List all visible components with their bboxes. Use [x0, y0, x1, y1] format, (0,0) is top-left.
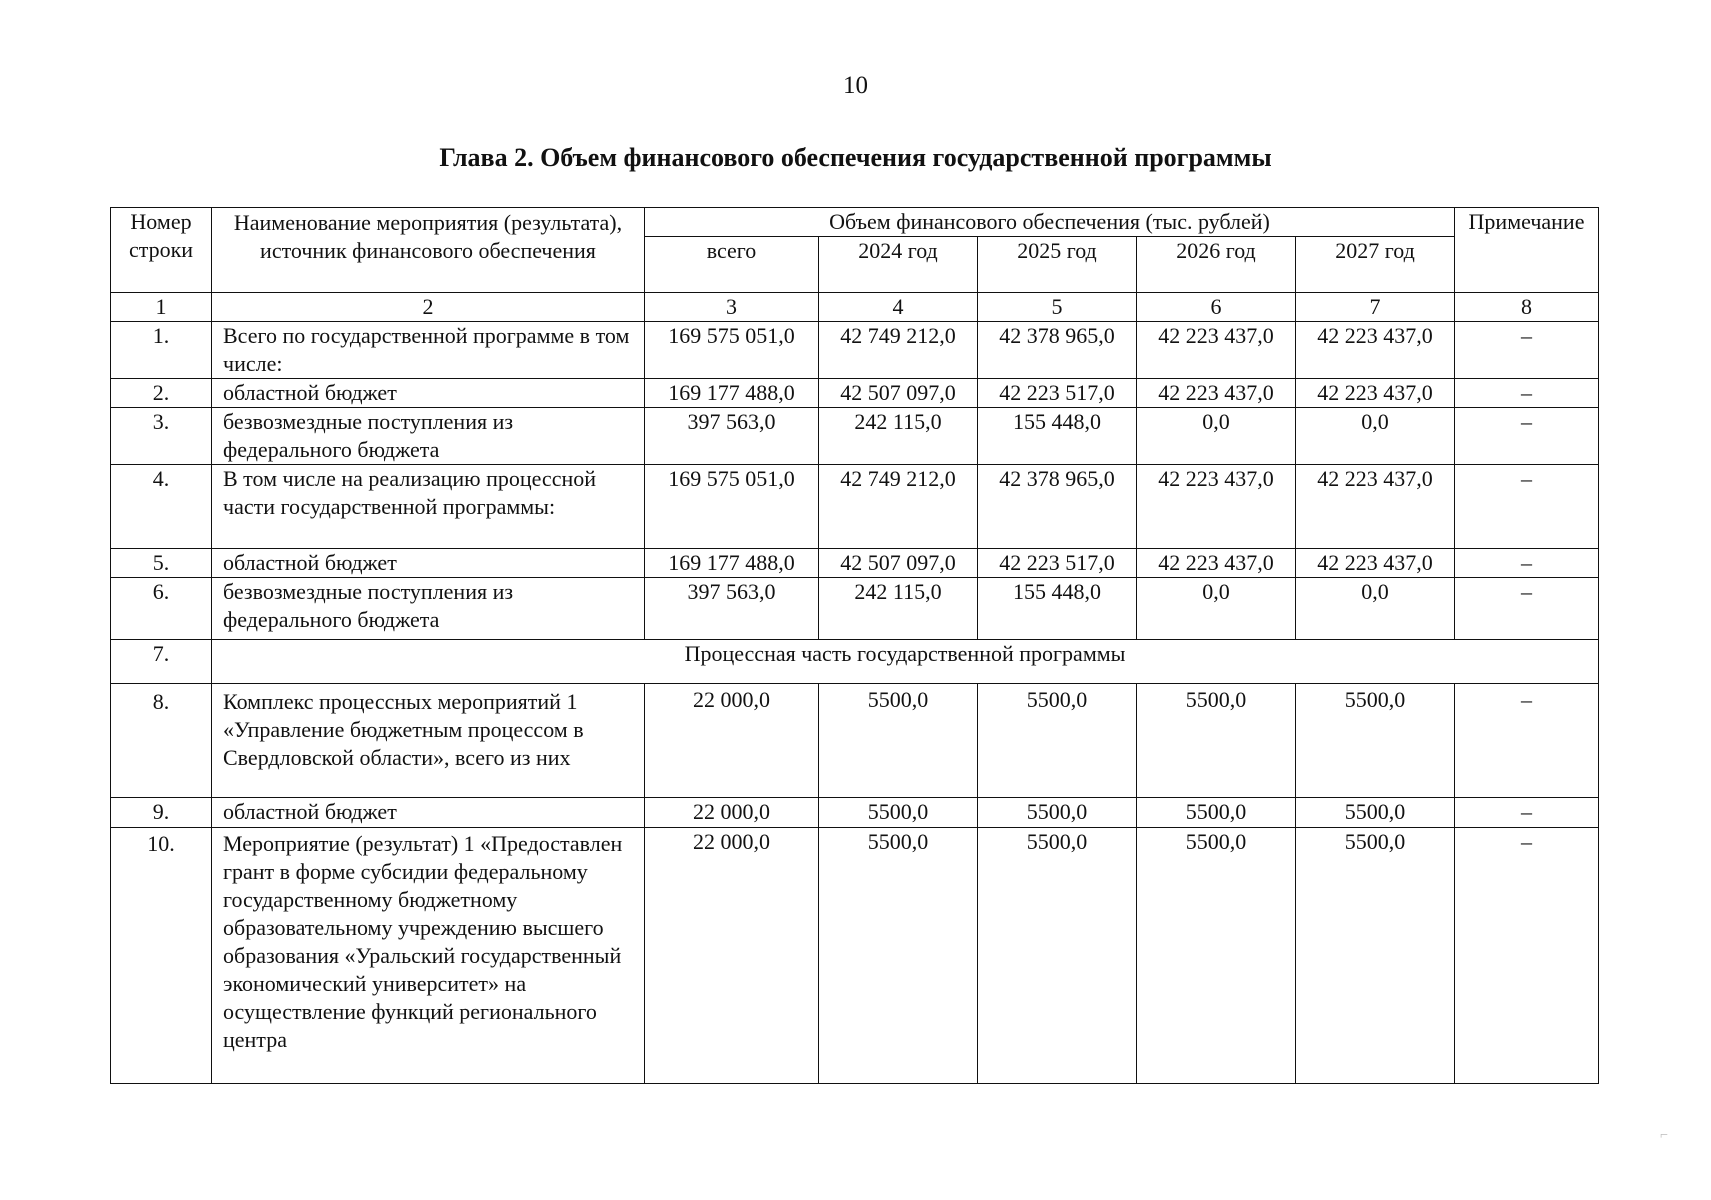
- row-2027: 42 223 437,0: [1296, 549, 1455, 578]
- header-2025: 2025 год: [978, 237, 1137, 293]
- table-row: [111, 828, 1599, 1084]
- row-number: 10.: [111, 828, 212, 1084]
- row-note: –: [1455, 828, 1599, 1084]
- row-2025: 42 223 517,0: [978, 379, 1137, 408]
- header-2027: 2027 год: [1296, 237, 1455, 293]
- row-2026: 5500,0: [1137, 828, 1296, 1084]
- header-row-number: Номер строки: [111, 208, 212, 293]
- table-row: [111, 408, 1599, 465]
- row-2025: 5500,0: [978, 798, 1137, 828]
- row-number: 9.: [111, 798, 212, 828]
- row-2027: 5500,0: [1296, 798, 1455, 828]
- row-note: –: [1455, 684, 1599, 798]
- table-row: [111, 322, 1599, 379]
- row-2026: 5500,0: [1137, 684, 1296, 798]
- row-2026: 5500,0: [1137, 798, 1296, 828]
- table-row: [111, 578, 1599, 640]
- row-2026: 42 223 437,0: [1137, 322, 1296, 379]
- row-total: 169 575 051,0: [645, 465, 819, 549]
- column-index: 8: [1455, 293, 1599, 322]
- row-2027: 0,0: [1296, 408, 1455, 465]
- column-index: 4: [819, 293, 978, 322]
- chapter-title: Глава 2. Объем финансового обеспечения государственной программы: [439, 143, 1272, 172]
- row-total: 22 000,0: [645, 798, 819, 828]
- row-2026: 42 223 437,0: [1137, 549, 1296, 578]
- row-note: –: [1455, 798, 1599, 828]
- row-2025: 42 378 965,0: [978, 322, 1137, 379]
- row-total: 397 563,0: [645, 408, 819, 465]
- row-name: Мероприятие (результат) 1 «Предоставлен грант в форме субсидии федеральному государственному бюджетному образовательному учреждению высшего образования «Уральский государственный экономический университет» на осуществление функций регионального центра: [212, 828, 645, 1084]
- row-2026: 42 223 437,0: [1137, 379, 1296, 408]
- header-2026: 2026 год: [1137, 237, 1296, 293]
- table-row: [111, 684, 1599, 798]
- column-index: 5: [978, 293, 1137, 322]
- column-index: 7: [1296, 293, 1455, 322]
- row-number: 4.: [111, 465, 212, 549]
- row-2026: 0,0: [1137, 578, 1296, 640]
- column-index: 1: [111, 293, 212, 322]
- row-note: –: [1455, 408, 1599, 465]
- row-2024: 5500,0: [819, 684, 978, 798]
- row-name: областной бюджет: [212, 379, 645, 408]
- row-name: Всего по государственной программе в том числе:: [212, 322, 645, 379]
- row-note: –: [1455, 578, 1599, 640]
- row-total: 169 177 488,0: [645, 549, 819, 578]
- row-total: 169 575 051,0: [645, 322, 819, 379]
- column-index: 2: [212, 293, 645, 322]
- row-2027: 5500,0: [1296, 684, 1455, 798]
- row-number: 7.: [111, 640, 212, 684]
- row-note: –: [1455, 549, 1599, 578]
- row-2024: 5500,0: [819, 798, 978, 828]
- row-note: –: [1455, 322, 1599, 379]
- row-2024: 42 749 212,0: [819, 465, 978, 549]
- page-number: 10: [843, 72, 868, 99]
- row-2024: 42 749 212,0: [819, 322, 978, 379]
- financing-table: [110, 207, 1599, 1084]
- row-2024: 5500,0: [819, 828, 978, 1084]
- row-name: безвозмездные поступления из федерального бюджета: [212, 578, 645, 640]
- row-2027: 0,0: [1296, 578, 1455, 640]
- row-number: 5.: [111, 549, 212, 578]
- row-note: –: [1455, 465, 1599, 549]
- table-row: [111, 379, 1599, 408]
- row-2025: 42 378 965,0: [978, 465, 1137, 549]
- row-total: 22 000,0: [645, 828, 819, 1084]
- table-row: [111, 798, 1599, 828]
- row-2026: 42 223 437,0: [1137, 465, 1296, 549]
- header-2024: 2024 год: [819, 237, 978, 293]
- section-row: [111, 640, 1599, 684]
- row-name: В том числе на реализацию процессной части государственной программы:: [212, 465, 645, 549]
- header-note: Примечание: [1455, 208, 1599, 293]
- column-index: 3: [645, 293, 819, 322]
- column-index-row: [111, 293, 1599, 322]
- row-2024: 242 115,0: [819, 578, 978, 640]
- row-name: областной бюджет: [212, 549, 645, 578]
- row-2027: 5500,0: [1296, 828, 1455, 1084]
- header-row-top: [111, 208, 1599, 237]
- scan-corner-mark: ⌐: [1660, 1128, 1668, 1143]
- row-2025: 5500,0: [978, 684, 1137, 798]
- row-2025: 5500,0: [978, 828, 1137, 1084]
- row-2027: 42 223 437,0: [1296, 465, 1455, 549]
- table-row: [111, 549, 1599, 578]
- row-2025: 155 448,0: [978, 578, 1137, 640]
- header-volume-group: Объем финансового обеспечения (тыс. рублей): [645, 208, 1455, 237]
- row-2024: 42 507 097,0: [819, 549, 978, 578]
- row-number: 8.: [111, 684, 212, 798]
- row-2025: 42 223 517,0: [978, 549, 1137, 578]
- section-title: Процессная часть государственной программы: [212, 640, 1599, 684]
- row-number: 3.: [111, 408, 212, 465]
- row-name: областной бюджет: [212, 798, 645, 828]
- column-index: 6: [1137, 293, 1296, 322]
- table-row: [111, 465, 1599, 549]
- row-name: безвозмездные поступления из федерального бюджета: [212, 408, 645, 465]
- row-2026: 0,0: [1137, 408, 1296, 465]
- row-2024: 42 507 097,0: [819, 379, 978, 408]
- row-number: 2.: [111, 379, 212, 408]
- row-2025: 155 448,0: [978, 408, 1137, 465]
- row-total: 169 177 488,0: [645, 379, 819, 408]
- row-total: 22 000,0: [645, 684, 819, 798]
- header-total: всего: [645, 237, 819, 293]
- row-2024: 242 115,0: [819, 408, 978, 465]
- row-name: Комплекс процессных мероприятий 1 «Управление бюджетным процессом в Свердловской области», всего из них: [212, 684, 645, 798]
- row-note: –: [1455, 379, 1599, 408]
- row-number: 6.: [111, 578, 212, 640]
- row-number: 1.: [111, 322, 212, 379]
- header-name: Наименование мероприятия (результата), источник финансового обеспечения: [212, 208, 645, 293]
- row-total: 397 563,0: [645, 578, 819, 640]
- row-2027: 42 223 437,0: [1296, 379, 1455, 408]
- row-2027: 42 223 437,0: [1296, 322, 1455, 379]
